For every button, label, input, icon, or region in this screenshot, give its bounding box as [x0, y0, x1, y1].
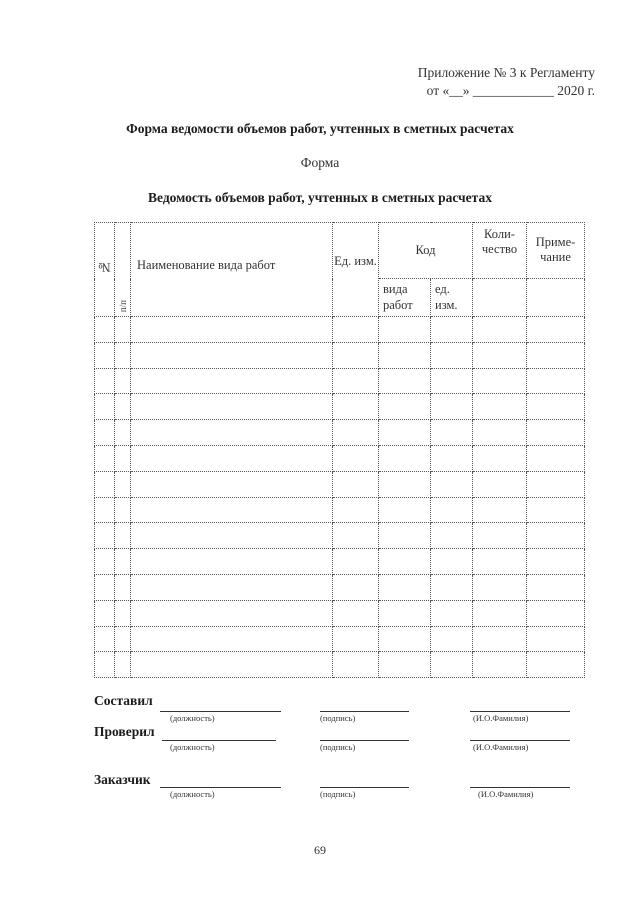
table-cell[interactable]	[95, 445, 115, 471]
table-cell[interactable]	[431, 523, 473, 549]
table-cell[interactable]	[131, 652, 333, 678]
table-cell[interactable]	[131, 574, 333, 600]
table-cell[interactable]	[333, 317, 379, 343]
table-cell[interactable]	[431, 317, 473, 343]
table-cell[interactable]	[473, 317, 527, 343]
table-cell[interactable]	[95, 626, 115, 652]
table-cell[interactable]	[95, 523, 115, 549]
signature-checked-label: Проверил	[94, 724, 155, 739]
form-label: Форма	[300, 155, 340, 170]
table-cell[interactable]	[431, 600, 473, 626]
table-cell[interactable]	[333, 445, 379, 471]
table-cell[interactable]	[431, 574, 473, 600]
table-cell[interactable]	[431, 445, 473, 471]
table-cell[interactable]	[431, 471, 473, 497]
table-row	[95, 626, 585, 652]
table-cell[interactable]	[527, 471, 585, 497]
table-cell[interactable]	[473, 394, 527, 420]
signature-checked-name-line[interactable]	[470, 739, 570, 741]
table-cell[interactable]	[333, 600, 379, 626]
document-title: Форма ведомости объемов работ, учтенных в сметных расчетах	[126, 121, 514, 136]
table-row	[95, 445, 585, 471]
table-cell[interactable]	[527, 574, 585, 600]
table-cell[interactable]	[115, 523, 131, 549]
table-cell[interactable]	[95, 600, 115, 626]
table-cell[interactable]	[95, 549, 115, 575]
table-cell[interactable]	[473, 471, 527, 497]
table-cell[interactable]	[473, 523, 527, 549]
table-cell[interactable]	[95, 368, 115, 394]
table-cell[interactable]	[379, 445, 431, 471]
header-cell-note: Приме-чание	[527, 223, 585, 279]
table-cell[interactable]	[131, 445, 333, 471]
table-cell[interactable]	[379, 471, 431, 497]
signature-customer-position-line[interactable]	[160, 786, 281, 788]
signature-composed-name-line[interactable]	[470, 710, 570, 712]
signature-composed-position-line[interactable]	[160, 710, 281, 712]
table-cell[interactable]	[473, 445, 527, 471]
header-cell-unit: Ед. изм.	[333, 223, 379, 317]
table-cell[interactable]	[115, 394, 131, 420]
table-cell[interactable]	[473, 652, 527, 678]
table-cell[interactable]	[527, 342, 585, 368]
signature-composed-signature-line[interactable]	[320, 710, 409, 712]
table-cell[interactable]	[379, 420, 431, 446]
table-cell[interactable]	[95, 652, 115, 678]
table-row	[95, 471, 585, 497]
signature-customer-label: Заказчик	[94, 772, 151, 787]
table-cell[interactable]	[527, 497, 585, 523]
table-cell[interactable]	[431, 420, 473, 446]
appendix-line-1: Приложение № 3 к Регламенту	[417, 65, 595, 80]
table-cell[interactable]	[527, 420, 585, 446]
page-number: 69	[314, 843, 326, 857]
table-cell[interactable]	[473, 574, 527, 600]
header-cell-no: №	[95, 223, 115, 317]
table-cell[interactable]	[431, 652, 473, 678]
table-cell[interactable]	[431, 626, 473, 652]
header-cell-note-lower	[527, 279, 585, 317]
appendix-reference	[418, 64, 595, 100]
table-cell[interactable]	[527, 317, 585, 343]
table-row	[95, 497, 585, 523]
table-cell[interactable]	[333, 368, 379, 394]
caption-name: (И.О.Фамилия)	[473, 742, 529, 752]
table-row	[95, 523, 585, 549]
table-cell[interactable]	[473, 420, 527, 446]
table-cell[interactable]	[115, 471, 131, 497]
table-cell[interactable]	[131, 420, 333, 446]
table-cell[interactable]	[527, 394, 585, 420]
table-cell[interactable]	[333, 574, 379, 600]
table-cell[interactable]	[527, 549, 585, 575]
header-cell-quantity: Коли-чество	[473, 223, 527, 279]
table-cell[interactable]	[115, 626, 131, 652]
table-cell[interactable]	[379, 317, 431, 343]
table-cell[interactable]	[115, 497, 131, 523]
signature-checked-position-line[interactable]	[162, 739, 276, 741]
header-cell-code-work-type: вида работ	[379, 279, 431, 317]
table-cell[interactable]	[115, 368, 131, 394]
signature-customer-signature-line[interactable]	[320, 786, 409, 788]
table-cell[interactable]	[95, 317, 115, 343]
table-cell[interactable]	[379, 368, 431, 394]
signature-customer-name-line[interactable]	[470, 786, 570, 788]
table-cell[interactable]	[131, 626, 333, 652]
table-row	[95, 600, 585, 626]
signature-checked-signature-line[interactable]	[320, 739, 409, 741]
table-cell[interactable]	[333, 626, 379, 652]
table-cell[interactable]	[333, 394, 379, 420]
table-row	[95, 342, 585, 368]
table-cell[interactable]	[115, 600, 131, 626]
table-cell[interactable]	[131, 523, 333, 549]
table-cell[interactable]	[473, 342, 527, 368]
table-cell[interactable]	[131, 342, 333, 368]
caption-signature: (подпись)	[320, 742, 356, 752]
table-cell[interactable]	[527, 368, 585, 394]
header-cell-name: Наименование вида работ	[131, 223, 333, 317]
table-cell[interactable]	[333, 420, 379, 446]
header-cell-quantity-lower	[473, 279, 527, 317]
caption-position: (должность)	[170, 789, 215, 799]
table-cell[interactable]	[379, 497, 431, 523]
table-cell[interactable]	[527, 600, 585, 626]
table-row	[95, 420, 585, 446]
header-cell-code-unit: ед. изм.	[431, 279, 473, 317]
works-volume-table	[94, 222, 585, 678]
table-cell[interactable]	[379, 394, 431, 420]
table-cell[interactable]	[333, 652, 379, 678]
table-cell[interactable]	[473, 626, 527, 652]
table-cell[interactable]	[333, 523, 379, 549]
table-cell[interactable]	[95, 471, 115, 497]
table-cell[interactable]	[379, 523, 431, 549]
table-cell[interactable]	[379, 574, 431, 600]
table-cell[interactable]	[131, 317, 333, 343]
table-row	[95, 574, 585, 600]
table-cell[interactable]	[333, 471, 379, 497]
table-cell[interactable]	[115, 317, 131, 343]
caption-position: (должность)	[170, 742, 215, 752]
table-cell[interactable]	[131, 549, 333, 575]
table-cell[interactable]	[379, 342, 431, 368]
table-cell[interactable]	[95, 420, 115, 446]
table-cell[interactable]	[473, 600, 527, 626]
header-cell-no-sub: п/п	[115, 223, 131, 317]
table-row	[95, 394, 585, 420]
caption-signature: (подпись)	[320, 789, 356, 799]
table-cell[interactable]	[473, 368, 527, 394]
table-cell[interactable]	[379, 600, 431, 626]
table-cell[interactable]	[115, 445, 131, 471]
table-body	[95, 317, 585, 678]
table-cell[interactable]	[527, 626, 585, 652]
table-cell[interactable]	[333, 342, 379, 368]
table-cell[interactable]	[431, 549, 473, 575]
appendix-line-2: от «__» ____________ 2020 г.	[426, 83, 595, 98]
table-cell[interactable]	[527, 523, 585, 549]
table-cell[interactable]	[379, 652, 431, 678]
table-cell[interactable]	[431, 497, 473, 523]
table-cell[interactable]	[431, 342, 473, 368]
table-cell[interactable]	[115, 549, 131, 575]
table-cell[interactable]	[131, 368, 333, 394]
table-cell[interactable]	[131, 497, 333, 523]
table-cell[interactable]	[333, 549, 379, 575]
signature-composed-label: Составил	[94, 693, 153, 708]
table-cell[interactable]	[333, 497, 379, 523]
table-cell[interactable]	[95, 342, 115, 368]
table-row	[95, 368, 585, 394]
table-row	[95, 317, 585, 343]
table-cell[interactable]	[431, 368, 473, 394]
table-cell[interactable]	[131, 394, 333, 420]
table-cell[interactable]	[115, 342, 131, 368]
table-cell[interactable]	[431, 394, 473, 420]
table-cell[interactable]	[527, 445, 585, 471]
statement-title: Ведомость объемов работ, учтенных в сметных расчетах	[148, 190, 492, 205]
table-cell[interactable]	[379, 626, 431, 652]
table-cell[interactable]	[115, 652, 131, 678]
table-cell[interactable]	[115, 420, 131, 446]
table-cell[interactable]	[95, 497, 115, 523]
caption-name: (И.О.Фамилия)	[478, 789, 534, 799]
table-cell[interactable]	[473, 549, 527, 575]
caption-name: (И.О.Фамилия)	[473, 713, 529, 723]
table-cell[interactable]	[473, 497, 527, 523]
table-cell[interactable]	[115, 574, 131, 600]
table-row	[95, 652, 585, 678]
table-cell[interactable]	[527, 652, 585, 678]
table-cell[interactable]	[95, 394, 115, 420]
table-cell[interactable]	[131, 471, 333, 497]
table-cell[interactable]	[95, 574, 115, 600]
table-cell[interactable]	[131, 600, 333, 626]
caption-position: (должность)	[170, 713, 215, 723]
caption-signature: (подпись)	[320, 713, 356, 723]
table-cell[interactable]	[379, 549, 431, 575]
table-row	[95, 549, 585, 575]
header-cell-code: Код	[379, 223, 473, 279]
